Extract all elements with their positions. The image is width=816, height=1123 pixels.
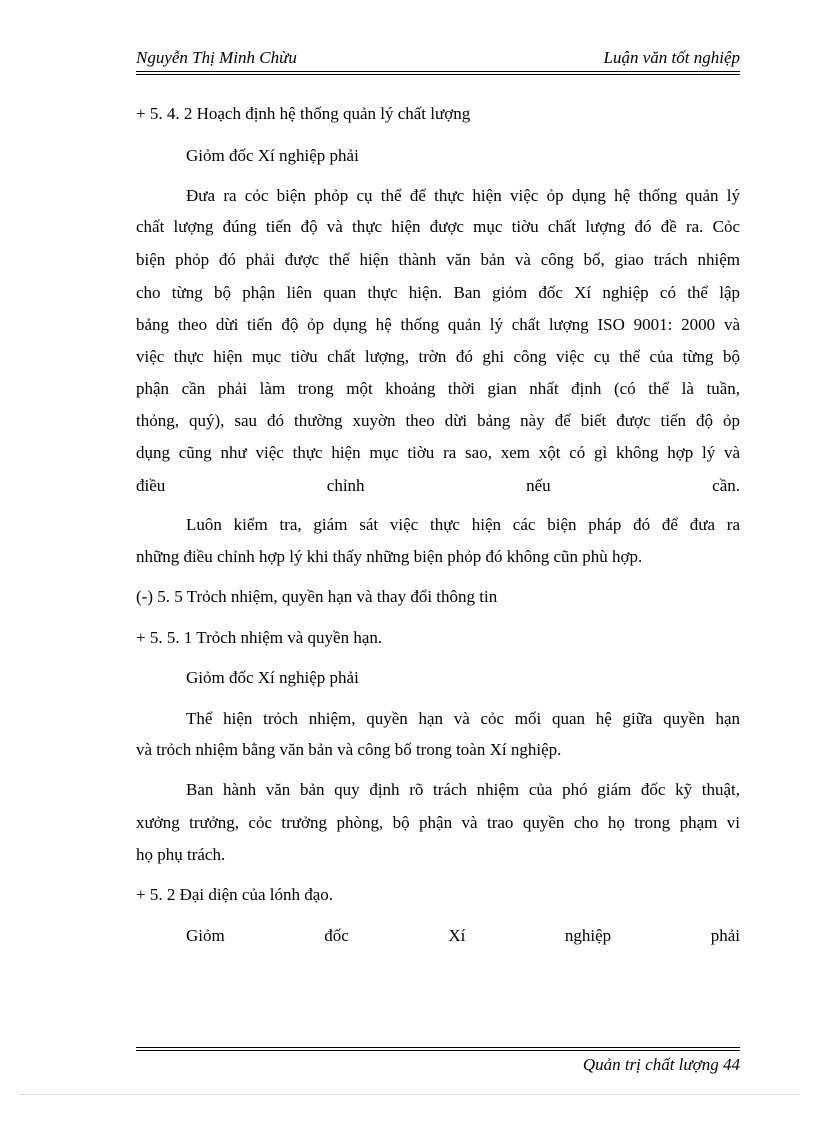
- page-header: [136, 48, 740, 70]
- paragraph-line: dụng cũng như việc thực hiện mục tiờu ra sao, xem xột có gì không hợp lý và: [136, 443, 740, 462]
- paragraph-line: Luôn kiểm tra, giám sát việc thực hiện các biện pháp đó để đưa ra: [186, 515, 740, 534]
- paragraph-line: việc thực hiện mục tiờu chất lượng, trờn đó ghi công việc cụ thể của từng bộ: [136, 347, 740, 366]
- paragraph-line: Đưa ra cỏc biện phỏp cụ thể để thực hiện việc ỏp dụng hệ thống quản lý: [186, 186, 740, 205]
- page-footer: Quản trị chất lượng 44: [582, 1055, 740, 1074]
- header-title: Luận văn tốt nghiệp: [603, 48, 740, 67]
- paragraph-line: Giỏm đốc Xí nghiệp phải: [186, 146, 359, 165]
- paragraph-line: phận cần phải làm trong một khoảng thời gian nhất định (có thể là tuần,: [136, 379, 740, 398]
- paragraph-line: Thể hiện trỏch nhiệm, quyền hạn và cỏc mối quan hệ giữa quyền hạn: [186, 709, 740, 728]
- paragraph-line: những điều chỉnh hợp lý khi thấy những biện phỏp đó không cũn phù hợp.: [136, 547, 643, 566]
- heading-5-5: (-) 5. 5 Trỏch nhiệm, quyền hạn và thay đổi thông tin: [136, 587, 498, 606]
- paragraph-line: Ban hành văn bản quy định rõ trách nhiệm của phó giám đốc kỹ thuật,: [186, 780, 740, 799]
- page-edge-divider: [20, 1094, 800, 1095]
- paragraph-line: thỏng, quý), sau đó thường xuyờn theo dừi bảng này để biết được tiến độ ỏp: [136, 411, 740, 430]
- footer-rule: [136, 1050, 740, 1051]
- paragraph-line: Giỏm đốc Xí nghiệp phải: [186, 668, 359, 687]
- paragraph-line: cho từng bộ phận liên quan thực hiện. Ban giỏm đốc Xí nghiệp có thể lập: [136, 283, 740, 302]
- paragraph-line: họ phụ trách.: [136, 845, 226, 864]
- paragraph-line: điều chỉnh nếu cần.: [136, 476, 740, 495]
- paragraph-line: bảng theo dừi tiến độ ỏp dụng hệ thống quản lý chất lượng ISO 9001: 2000 và: [136, 315, 740, 334]
- paragraph-line: chất lượng đúng tiến độ và thực hiện được mục tiờu chất lượng đó đề ra. Cỏc: [136, 217, 740, 236]
- header-rule: [136, 71, 740, 72]
- header-author: Nguyễn Thị Minh Chừu: [136, 48, 297, 67]
- heading-5-4-2: + 5. 4. 2 Hoạch định hệ thống quản lý chất lượng: [136, 104, 471, 123]
- paragraph-line: biện phỏp đó phải được thể hiện thành văn bản và công bố, giao trách nhiệm: [136, 250, 740, 269]
- paragraph-line: Giỏm đốc Xí nghiệp phải: [186, 926, 740, 945]
- heading-5-5-1: + 5. 5. 1 Trỏch nhiệm và quyền hạn.: [136, 628, 383, 647]
- paragraph-line: và trỏch nhiệm bằng văn bản và công bố trong toàn Xí nghiệp.: [136, 740, 562, 759]
- paragraph-line: xưởng trưởng, cỏc trưởng phòng, bộ phận và trao quyền cho họ trong phạm vi: [136, 813, 740, 832]
- footer-rule: [136, 1047, 740, 1048]
- header-rule: [136, 74, 740, 75]
- heading-5-2: + 5. 2 Đại diện của lónh đạo.: [136, 885, 334, 904]
